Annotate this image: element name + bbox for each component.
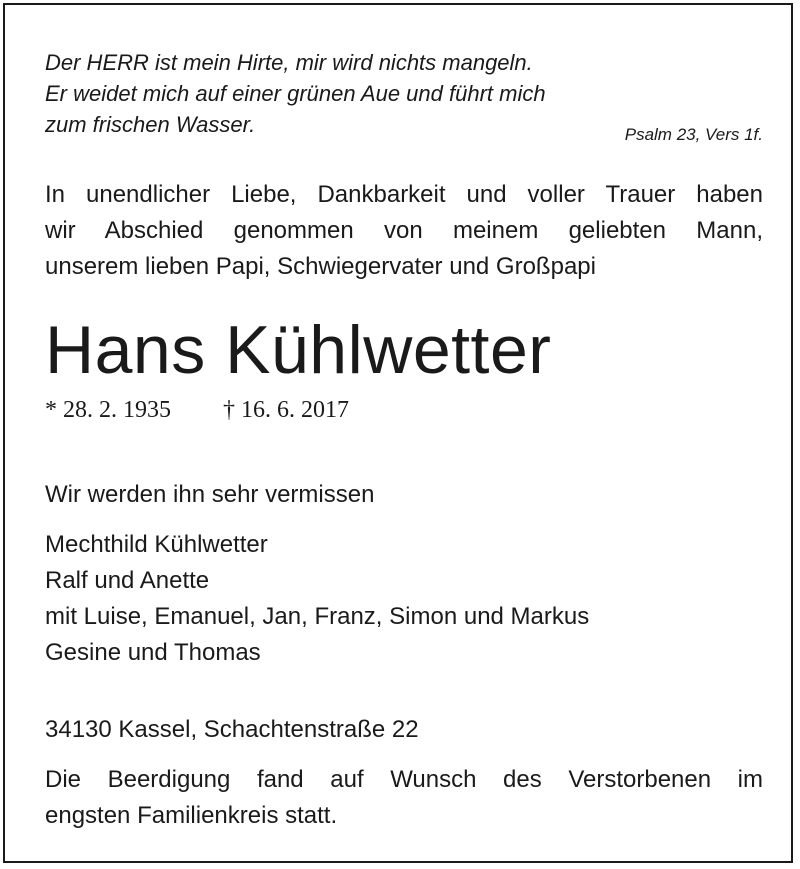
notice-line: Die Beerdigung fand auf Wunsch des Verstorbenen im	[45, 766, 763, 793]
verse-line: Der HERR ist mein Hirte, mir wird nichts mangeln.	[45, 50, 533, 75]
life-dates	[45, 397, 349, 424]
intro-line: unserem lieben Papi, Schwiegervater und Großpapi	[45, 253, 596, 280]
deceased-name: Hans Kühlwetter	[45, 312, 552, 388]
family-member: Gesine und Thomas	[45, 639, 261, 666]
intro-text	[45, 177, 763, 285]
closing-line: Wir werden ihn sehr vermissen	[45, 481, 375, 508]
notice-line: engsten Familienkreis statt.	[45, 802, 338, 829]
family-member: mit Luise, Emanuel, Jan, Franz, Simon und Markus	[45, 603, 590, 630]
birth-date: * 28. 2. 1935	[45, 397, 171, 423]
death-date: † 16. 6. 2017	[223, 397, 349, 423]
verse-line: Er weidet mich auf einer grünen Aue und führt mich	[45, 81, 546, 106]
address: 34130 Kassel, Schachtenstraße 22	[45, 716, 419, 743]
verse-reference: Psalm 23, Vers 1f.	[624, 125, 763, 144]
family-list	[45, 527, 589, 671]
family-member: Ralf und Anette	[45, 567, 210, 594]
funeral-notice	[45, 762, 763, 834]
bible-verse	[45, 47, 546, 140]
obituary-frame	[3, 3, 793, 863]
intro-line: wir Abschied genommen von meinem geliebten Mann,	[45, 217, 763, 244]
intro-line: In unendlicher Liebe, Dankbarkeit und voller Trauer haben	[45, 181, 763, 208]
verse-line: zum frischen Wasser.	[45, 112, 256, 137]
family-member: Mechthild Kühlwetter	[45, 531, 268, 558]
